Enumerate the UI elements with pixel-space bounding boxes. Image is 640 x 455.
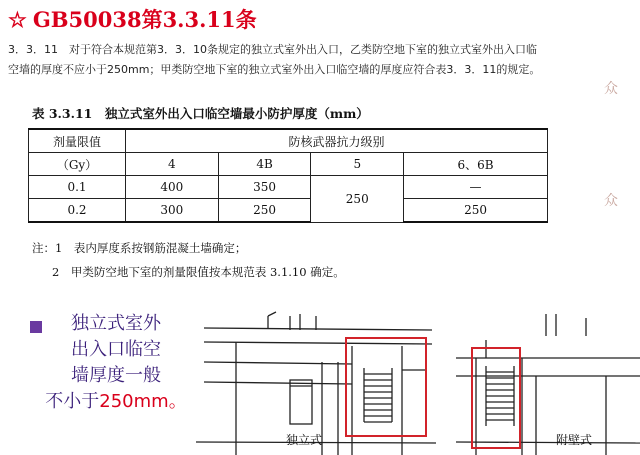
caption-attached: 附壁式	[556, 433, 593, 447]
watermark: 众	[604, 193, 618, 209]
table-level-row	[29, 153, 548, 176]
level-cell: 4B	[218, 153, 311, 176]
dose-cell: 0.2	[29, 199, 126, 223]
section-title	[8, 4, 257, 34]
watermark: 众	[604, 81, 618, 97]
value-cell: 250	[404, 199, 548, 223]
header-dose-limit: 剂量限值	[29, 129, 126, 153]
header-resistance-level: 防核武器抗力级别	[126, 129, 548, 153]
table-note-2: 2 甲类防空地下室的剂量限值按本规范表 3.1.10 确定。	[52, 265, 345, 279]
level-cell: 6、6B	[404, 153, 548, 176]
header-gy-unit: （Gy）	[29, 153, 126, 176]
clause-line-2: 空墙的厚度不应小于250mm；甲类防空地下室的独立式室外出入口临空墙的厚度应符合表3．3．11的规定。	[8, 63, 541, 76]
dose-cell: 0.1	[29, 176, 126, 199]
caption-independent: 独立式	[286, 433, 323, 447]
summary-line-3: 墙厚度一般	[71, 365, 161, 386]
summary-line-1: 独立式室外	[71, 313, 161, 334]
merged-value-cell: 250	[311, 176, 404, 223]
table-row	[29, 199, 548, 223]
table-header-row	[29, 129, 548, 153]
value-cell: 250	[218, 199, 311, 223]
table-row	[29, 176, 548, 199]
highlight-box-attached	[472, 348, 520, 448]
value-cell: 300	[126, 199, 219, 223]
clause-line-1: 3．3．11 对于符合本规范第3．3．10条规定的独立式室外出入口，乙类防空地下室的独立式室外出入口临	[8, 43, 537, 56]
summary-text	[40, 311, 192, 415]
table-note-1: 注：1 表内厚度系按钢筋混凝土墙确定；	[32, 241, 247, 255]
section-title-text: GB50038第3.3.11条	[32, 7, 257, 32]
summary-value: 250mm。	[99, 391, 187, 412]
table-title: 表 3.3.11 独立式室外出入口临空墙最小防护厚度（mm）	[32, 106, 369, 121]
value-cell: 400	[126, 176, 219, 199]
value-cell: —	[404, 176, 548, 199]
summary-line-2: 出入口临空	[71, 339, 161, 360]
level-cell: 5	[311, 153, 404, 176]
summary-line-4: 不小于250mm。	[45, 391, 187, 412]
level-cell: 4	[126, 153, 219, 176]
star-icon: ☆	[8, 7, 27, 32]
clause-text	[8, 40, 632, 80]
value-cell: 350	[218, 176, 311, 199]
highlight-box-independent	[346, 338, 426, 436]
thickness-table	[28, 128, 548, 223]
